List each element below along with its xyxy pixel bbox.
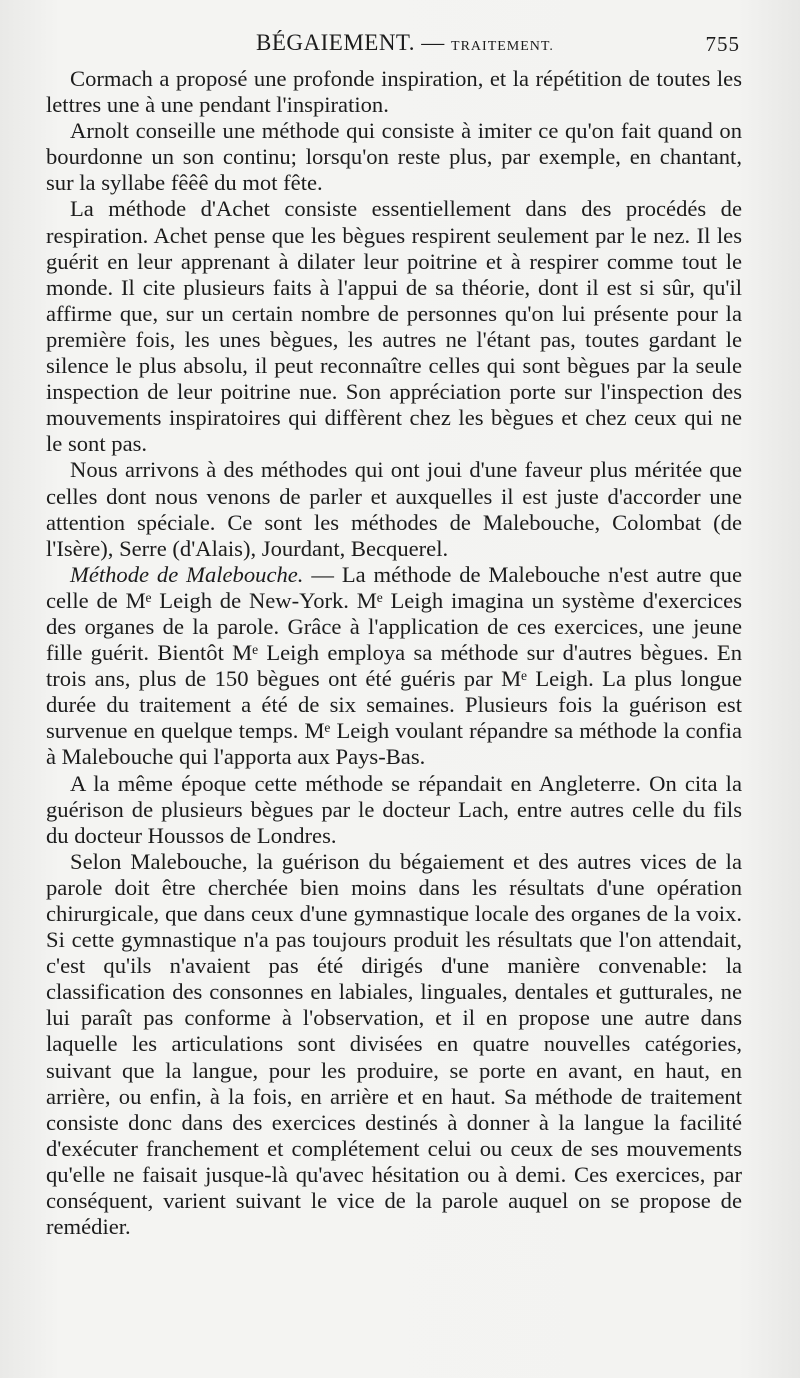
paragraph-text: Nous arrivons à des méthodes qui ont joui d'une faveur plus méritée que celles dont nous venons de parler et auxquelles il est juste d'accorder une attention spéciale. Ce sont les méthodes de Malebouche, Colombat (de l'Isère), Serre (d'Alais), Jourdant, Becquerel. [46, 457, 742, 561]
page-number: 755 [705, 32, 740, 56]
paragraph-selon-malebouche [46, 849, 742, 1240]
paragraph-text: Selon Malebouche, la guérison du bégaiement et des autres vices de la parole doit être cherchée bien moins dans les résultats d'une opération chirurgicale, que dans ceux d'une gymnastique locale des organes de la voix. Si cette gymnastique n'a pas toujours produit les résultats que l'on attendait, c'est qu'ils n'avaient pas été dirigés d'une manière convenable: la classification des consonnes en labiales, linguales, dentales et gutturales, ne lui paraît pas conforme à l'observation, et il en propose une autre dans laquelle les articulations sont divisées en quatre nouvelles catégories, suivant que la langue, pour les produire, se porte en avant, en haut, en arrière, ou enfin, à la fois, en arrière et en haut. Sa méthode de traitement consiste donc dans des exercices destinés à donner à la langue la facilité d'exécuter franchement et complétement celui ou ceux de ses mouvements qu'elle ne faisait jusque-là qu'avec hésitation ou à demi. Ces exercices, par conséquent, varient suivant le vice de la parole auquel on se propose de remédier. [46, 848, 742, 1240]
paragraph-text: — La méthode de Malebouche n'est autre que celle de Mᵉ Leigh de New-York. Mᵉ Leigh imagina un système d'exercices des organes de la parole. Grâce à l'application de ces exercices, une jeune fille guérit. Bientôt Mᵉ Leigh employa sa méthode sur d'autres bègues. En trois ans, plus de 150 bègues ont été guéris par Mᵉ Leigh. La plus longue durée du traitement a été de six semaines. Plusieurs fois la guérison est survenue en quelque temps. Mᵉ Leigh voulant répandre sa méthode la confia à Malebouche qui l'apporta aux Pays-Bas. [46, 561, 742, 770]
running-title-subtitle: TRAITEMENT. [451, 39, 554, 54]
paragraph-malebouche-method [46, 562, 742, 771]
body-text [46, 66, 742, 1240]
paragraph-cormach [46, 66, 742, 118]
running-title [256, 30, 554, 56]
paragraph-methodes [46, 457, 742, 561]
section-heading: Méthode de Malebouche. [70, 561, 304, 587]
paragraph-text: Cormach a proposé une profonde inspiration, et la répétition de toutes les lettres une à une pendant l'inspiration. [46, 66, 742, 118]
paragraph-text: A la même époque cette méthode se répandait en Angleterre. On cita la guérison de plusieurs bègues par le docteur Lach, entre autres celle du fils du docteur Houssos de Londres. [46, 770, 742, 848]
paragraph-arnolt [46, 118, 742, 196]
paragraph-achet [46, 196, 742, 457]
page-header [46, 30, 740, 60]
running-title-separator: — [421, 30, 445, 55]
paragraph-angleterre [46, 771, 742, 849]
running-title-main: BÉGAIEMENT. [256, 30, 416, 55]
paragraph-text: Arnolt conseille une méthode qui consiste à imiter ce qu'on fait quand on bourdonne un son continu; lorsqu'on reste plus, par exemple, en chantant, sur la syllabe fêêê du mot fête. [46, 118, 742, 196]
paragraph-text: La méthode d'Achet consiste essentiellement dans des procédés de respiration. Achet pense que les bègues respirent seulement par le nez. Il les guérit en leur apprenant à dilater leur poitrine et à respirer comme tout le monde. Il cite plusieurs faits à l'appui de sa théorie, dont il est si sûr, qu'il affirme que, sur un certain nombre de personnes qu'on lui présente pour la première fois, les unes bègues, les autres ne l'étant pas, toutes gardant le silence le plus absolu, il peut reconnaître celles qui sont bègues par la seule inspection de leur poitrine nue. Son appréciation porte sur l'inspection des mouvements inspiratoires qui diffèrent chez les bègues et chez ceux qui ne le sont pas. [46, 196, 742, 457]
